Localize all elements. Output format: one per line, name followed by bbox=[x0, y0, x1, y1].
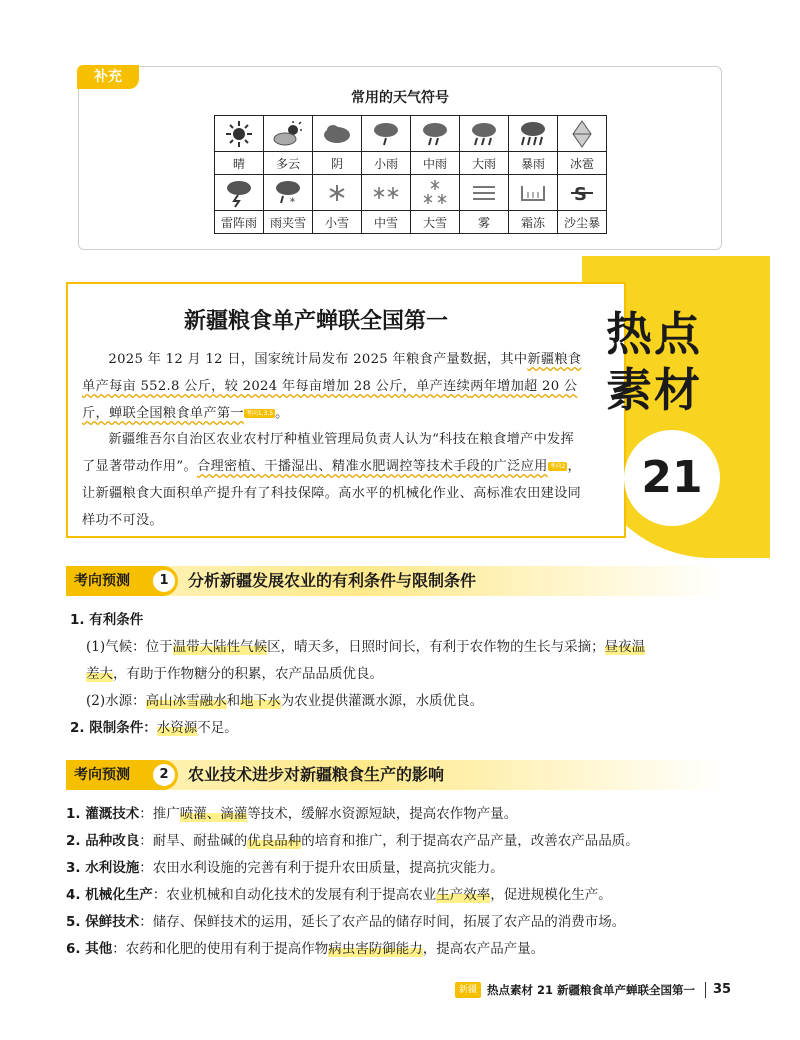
cloudy-icon bbox=[264, 116, 313, 152]
label-overcast: 阴 bbox=[313, 152, 362, 175]
label-moderate-snow: 中雪 bbox=[362, 211, 411, 234]
label-light-rain: 小雨 bbox=[362, 152, 411, 175]
label-sandstorm: 沙尘暴 bbox=[558, 211, 607, 234]
page-footer bbox=[455, 979, 745, 1001]
heavy-rain-icon bbox=[460, 116, 509, 152]
label-sunny: 晴 bbox=[215, 152, 264, 175]
section-number: 2 bbox=[153, 764, 175, 786]
supplement-tag: 补充 bbox=[77, 65, 139, 89]
footer-tag: 新疆 bbox=[455, 982, 481, 998]
heavy-snow-icon bbox=[411, 175, 460, 211]
label-cloudy: 多云 bbox=[264, 152, 313, 175]
footer-divider bbox=[705, 982, 706, 998]
section-title: 分析新疆发展农业的有利条件与限制条件 bbox=[188, 571, 477, 590]
moderate-rain-icon bbox=[411, 116, 460, 152]
label-heavy-rain: 大雨 bbox=[460, 152, 509, 175]
ref-tag: 考向2 bbox=[549, 463, 566, 470]
hot-material-title: 新疆粮食单产蝉联全国第一 bbox=[183, 309, 448, 334]
list-item: 2. 品种改良：耐旱、耐盐碱的优良品种的培育和推广，利于提高农产品产量，改善农产品品质。 bbox=[66, 833, 639, 849]
badge-number: 21 bbox=[624, 430, 720, 526]
label-fog: 雾 bbox=[460, 211, 509, 234]
sunny-icon bbox=[215, 116, 264, 152]
list-item: 3. 水利设施：农田水利设施的完善有利于提升农田质量，提高抗灾能力。 bbox=[66, 860, 504, 876]
sandstorm-icon bbox=[558, 175, 607, 211]
badge-label: 热点 素材 bbox=[606, 307, 702, 417]
footer-text: 热点素材 21 新疆粮食单产蝉联全国第一 bbox=[487, 983, 696, 997]
hot-paragraph-1: 2025 年 12 月 12 日，国家统计局发布 2025 年粮食产量数据，其中新疆粮食单产每亩 552.8 公斤，较 2024 年每亩增加 28 公斤，单产连续两年增加超 20 公斤，蝉联全国粮食单产第一 考向1,3,5 。 bbox=[82, 352, 582, 421]
sleet-icon bbox=[264, 175, 313, 211]
hot-paragraph-2: 新疆维吾尔自治区农业农村厅种植业管理局负责人认为“科技在粮食增产中发挥了显著带动作用”。合理密植、干播湿出、精准水肥调控等技术手段的广泛应用 考向2 ，让新疆粮食大面积单产提升有了科技保障。高水平的机械化作业、高标准农田建设同样功不可没。 bbox=[82, 432, 582, 528]
label-hail: 冰雹 bbox=[558, 152, 607, 175]
label-rainstorm: 暴雨 bbox=[509, 152, 558, 175]
label-heavy-snow: 大雪 bbox=[411, 211, 460, 234]
supplement-title: 常用的天气符号 bbox=[351, 90, 449, 106]
light-snow-icon bbox=[313, 175, 362, 211]
fog-icon bbox=[460, 175, 509, 211]
section1-line-2: (1)气候：位于温带大陆性气候区，晴天多，日照时间长，有利于农作物的生长与采摘；昼夜温 bbox=[86, 639, 646, 655]
overcast-icon bbox=[313, 116, 362, 152]
svg-text:*: * bbox=[290, 196, 295, 208]
thunderstorm-icon bbox=[215, 175, 264, 211]
hail-icon bbox=[558, 116, 607, 152]
moderate-snow-icon bbox=[362, 175, 411, 211]
label-light-snow: 小雪 bbox=[313, 211, 362, 234]
page-number: 35 bbox=[713, 982, 732, 997]
list-item: 6. 其他：农药和化肥的使用有利于提高作物病虫害防御能力，提高农产品产量。 bbox=[66, 941, 545, 957]
section1-line-4: (2)水源：高山冰雪融水和地下水为农业提供灌溉水源，水质优良。 bbox=[86, 693, 484, 709]
section-tag: 考向预测 bbox=[66, 760, 178, 790]
section-number: 1 bbox=[153, 570, 175, 592]
rainstorm-icon bbox=[509, 116, 558, 152]
section-tag: 考向预测 bbox=[66, 566, 178, 596]
section-header-1 bbox=[66, 566, 726, 596]
section1-line-3: 差大，有助于作物糖分的积累，农产品品质优良。 bbox=[86, 666, 383, 682]
frost-icon bbox=[509, 175, 558, 211]
label-sleet: 雨夹雪 bbox=[264, 211, 313, 234]
label-thunderstorm: 雷阵雨 bbox=[215, 211, 264, 234]
section1-line-5: 2. 限制条件：水资源不足。 bbox=[70, 720, 238, 736]
list-item: 5. 保鲜技术：储存、保鲜技术的运用，延长了农产品的储存时间，拓展了农产品的消费市场。 bbox=[66, 914, 626, 930]
list-item: 1. 灌溉技术：推广喷灌、滴灌等技术，缓解水资源短缺，提高农作物产量。 bbox=[66, 806, 518, 822]
label-frost: 霜冻 bbox=[509, 211, 558, 234]
weather-symbol-table bbox=[214, 115, 607, 234]
list-item: 4. 机械化生产：农业机械和自动化技术的发展有利于提高农业生产效率，促进规模化生产。 bbox=[66, 887, 612, 903]
section-title: 农业技术进步对新疆粮食生产的影响 bbox=[188, 765, 445, 784]
hot-material-box bbox=[66, 282, 626, 538]
section-header-2 bbox=[66, 760, 726, 790]
light-rain-icon bbox=[362, 116, 411, 152]
supplement-box bbox=[78, 66, 722, 250]
svg-text:S: S bbox=[574, 183, 587, 205]
label-moderate-rain: 中雨 bbox=[411, 152, 460, 175]
ref-tag: 考向1,3,5 bbox=[245, 410, 274, 417]
section1-line-1: 1. 有利条件 bbox=[70, 612, 144, 628]
